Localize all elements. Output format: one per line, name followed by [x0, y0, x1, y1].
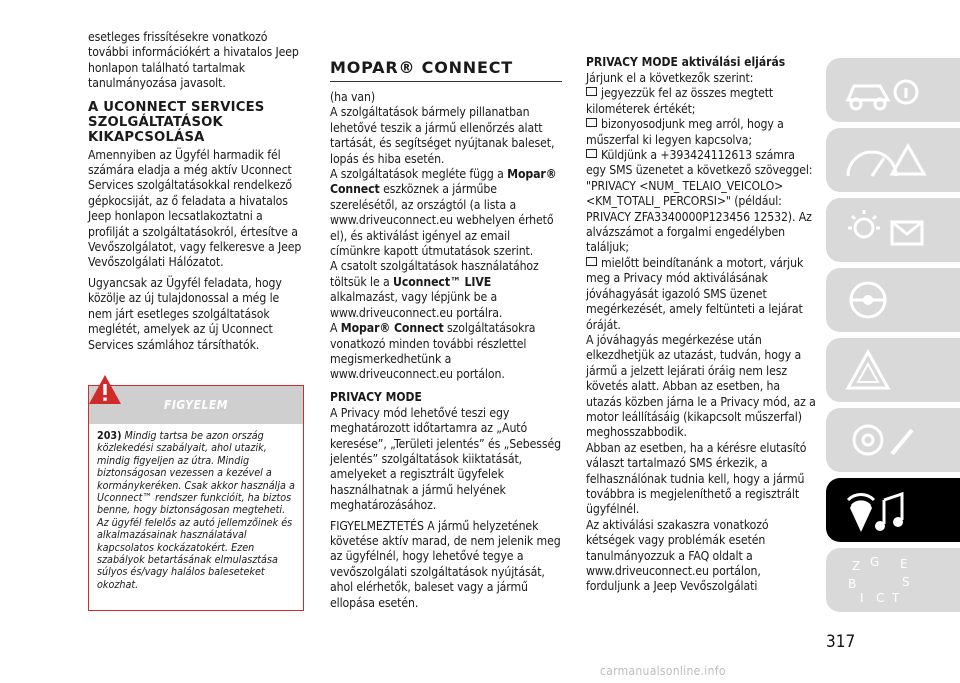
- paragraph-privacy-1: A Privacy mód lehetővé teszi egy meghatározott időtartamra az „Autó keresése”, „Területi jelentés” és „Sebesség jelentés” szolgáltatások kiiktatását, amelyeket a regisztrált ügyfelek használhatnak a jármű helyének meghatározásához.: [330, 405, 561, 513]
- paragraph-mopar-1: A szolgáltatások bármely pillanatban lehetővé teszik a jármű ellenőrzés alatt tartását, és segítséget nyújtanak baleset, lopás és hiba esetén.: [330, 105, 555, 166]
- steering-wheel-icon: [840, 276, 930, 326]
- tab-safety[interactable]: [826, 198, 960, 262]
- list-item: Küldjünk a +393424112613 számra egy SMS üzenetet a következő szöveggel: "PRIVACY <NUM_ TELAIO_VEICOLO> <KM_TOTALI_ PERCORSI>" (például: PRIVACY ZFA3340000P123456 12532). Az alvázszámot a forgalmi engedélyben találjuk;: [586, 148, 813, 255]
- tab-starting[interactable]: [826, 268, 960, 332]
- tab-dashboard[interactable]: [826, 128, 960, 192]
- service-icon: [840, 416, 930, 466]
- page-number: 317: [826, 632, 856, 652]
- column-middle: [330, 20, 562, 611]
- list-item: mielőtt beindítanánk a motort, várjuk meg a Privacy mód aktiválásának jóváhagyását igazoló SMS üzenet megérkezését, amely feltünteti a lejárat óráját.: [586, 255, 804, 332]
- checkbox-bullet-icon: [586, 257, 597, 266]
- column-left: [88, 20, 304, 353]
- tab-multimedia[interactable]: [826, 478, 960, 542]
- intro-paragraph: esetleges frissítésekre vonatkozó további információkért a hivatalos Jeep honlapon található tartalmak tanulmányozása javasolt.: [88, 30, 299, 91]
- checkbox-bullet-icon: [586, 118, 597, 127]
- list-item: bizonyosodjunk meg arról, hogy a műszerfal ki legyen kapcsolva;: [586, 117, 784, 147]
- dashboard-warning-icon: [840, 136, 930, 186]
- section-heading-uconnect: A UCONNECT SERVICES SZOLGÁLTATÁSOK KIKAPCSOLÁSA: [88, 99, 265, 145]
- svg-text:S: S: [902, 575, 910, 589]
- index-icon: [840, 556, 930, 606]
- svg-text:Z: Z: [852, 559, 861, 573]
- paragraph-uconnect-2: Ugyancsak az Ügyfél feladata, hogy közölje az új tulajdonossal a még le nem járt esetleges szolgáltatások meglétét, amelyek az új Uconnect Services számlához társíthatók.: [88, 275, 282, 352]
- svg-text:G: G: [870, 556, 880, 569]
- paragraph-mopar-4: A Mopar® Connect szolgáltatásokra vonatkozó minden további részlettel megismerkedhetünk a www.driveuconnect.eu portálon.: [330, 321, 536, 382]
- tab-car-info[interactable]: [826, 58, 960, 122]
- checkbox-bullet-icon: [586, 87, 597, 96]
- warning-body: [89, 424, 303, 591]
- safety-icon: [840, 206, 930, 256]
- paragraph-rejection: Abban az esetben, ha a kérésre elutasító választ tartalmazó SMS érkezik, a felhasználónak tudnia kell, hogy a jármű továbbra is megjeleníthető a regisztrált ügyfélnél.: [586, 440, 807, 517]
- multimedia-icon: [840, 486, 930, 536]
- warning-header: [89, 386, 303, 424]
- svg-text:C: C: [876, 591, 885, 605]
- paragraph-privacy-warning: FIGYELMEZTETÉS A jármű helyzetének követése aktív marad, de nem jelenik meg az ügyfélnél, hogy lehetővé tegye a vevőszolgálati szolgáltatások nyújtását, ahol elérhetők, baleset vagy a jármű ellopása esetén.: [330, 518, 561, 610]
- paragraph-confirmation: A jóváhagyás megérkezése után elkezdhetjük az utazást, tudván, hogy a jármű a jelzett lejárati óráig nem lesz követés alatt. Abban az esetben, ha utazás közben járna le a Privacy mód, az a motor leállításáig (kikapcsolt műszerfal) meghosszabbodik.: [586, 332, 816, 440]
- car-info-icon: [840, 66, 930, 116]
- warning-text: Mindig tartsa be azon ország közlekedési szabályait, ahol utazik, mindig figyeljen az útra. Mindig biztonságosan vezessen a kezével a kormánykeréken. Csak akkor használja a Uconnect™ rendszer funkcióit, ha biztos benne, hogy biztonságosan megteheti. Az ügyfél felelős az autó jellemzőinek és alkalmazásainak használatával kapcsolatos kockázatokért. Ezen szabályok betartásának elmulasztása súlyos és/vagy halálos baleseteket okozhat.: [97, 429, 295, 591]
- checkbox-bullet-icon: [586, 149, 597, 158]
- section-heading-mopar: MOPAR® CONNECT: [330, 58, 562, 82]
- activation-lead: Járjunk el a következők szerint:: [586, 71, 754, 85]
- svg-text:I: I: [860, 591, 864, 605]
- subheading-activation: PRIVACY MODE aktiválási eljárás: [586, 55, 786, 69]
- subheading-privacy-mode: PRIVACY MODE: [330, 389, 422, 404]
- paragraph-mopar-2: A szolgáltatások megléte függ a Mopar® Connect eszköznek a járműbe szerelésétől, az országtól (a lista a www.driveuconnect.eu webhelyen érhető el), és aktiválást igényel az email címünkre kapott útmutatások szerint.: [330, 167, 557, 259]
- paragraph-support: Az aktiválási szakaszra vonatkozó kétségek vagy problémák esetén tanulmányozzuk a FAQ oldalt a www.driveuconnect.eu portálon, forduljunk a Jeep Vevőszolgálati: [586, 517, 769, 594]
- column-right: [586, 20, 818, 595]
- warning-triangle-icon: [840, 346, 930, 396]
- warning-number: 203): [97, 429, 122, 442]
- tab-maintenance[interactable]: [826, 408, 960, 472]
- svg-text:T: T: [892, 591, 900, 605]
- svg-text:B: B: [848, 577, 857, 591]
- paragraph-mopar-3: A csatolt szolgáltatások használatához töltsük le a Uconnect™ LIVE alkalmazást, vagy lépjünk be a www.driveuconnect.eu portálra.: [330, 259, 539, 320]
- chapter-tabs: [826, 58, 960, 632]
- warning-box: [88, 385, 304, 611]
- warning-title: FIGYELEM: [164, 398, 228, 412]
- list-item: jegyezzük fel az összes megtett kilométerek értékét;: [586, 86, 774, 116]
- tab-emergency[interactable]: [826, 338, 960, 402]
- availability-note: (ha van): [330, 90, 376, 104]
- paragraph-uconnect-1: Amennyiben az Ügyfél harmadik fél számára eladja a még aktív Uconnect Services szolgáltatásokkal rendelkező gépkocsiját, az ő feladata a hivatalos Jeep honlapon lecsatlakoztatni a profilját a szolgáltatásokról, értesítve a Vevőszolgálatot, vagy felkeresve a Jeep Vevőszolgálati Hálózatot.: [88, 147, 302, 270]
- watermark: carmanualsonline.info: [600, 664, 726, 678]
- svg-text:E: E: [900, 557, 908, 571]
- tab-index[interactable]: [826, 548, 960, 612]
